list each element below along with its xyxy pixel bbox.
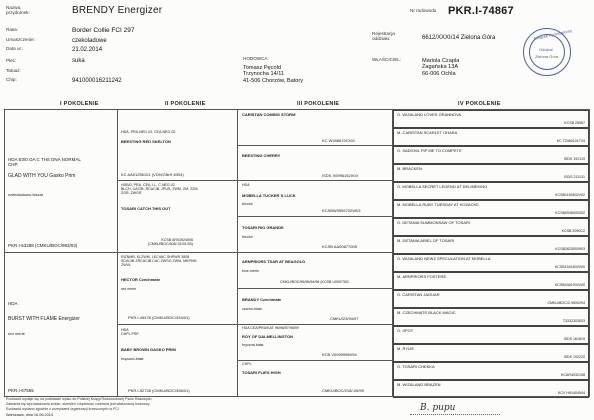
gen4-ancestor bbox=[393, 146, 589, 164]
gen1-sire-reg: PKR.I-53288 (CMKU/BOC/983/03) bbox=[8, 243, 78, 248]
gen4-ancestor bbox=[393, 182, 589, 200]
stamp-seal: Związek Kynologiczny Oddział Zielona Góra bbox=[523, 28, 571, 76]
breed-value: Border Collie FCI 297 bbox=[72, 27, 135, 34]
gen2-3-color: red merle bbox=[121, 287, 137, 291]
gen4-ancestor-name: M. CARISTAN SCARLET OHARA bbox=[397, 130, 458, 135]
gen4-ancestor-name: M. MOBELLA RUBY TUESDAY AT KOZACKE bbox=[397, 202, 479, 207]
gen3-6-reg: CMKU/23/94/97 bbox=[330, 316, 359, 321]
footer-line-2: Zabrania się wprowadzania zmian, skreśleń i dopisków, rodowód jest własnością hodowcy. bbox=[6, 402, 151, 406]
footer-line-1: Rodowód wydaje się na podstawie wpisu do Polskiej Księgi Rodowodowej Psów Rasowych. bbox=[6, 397, 153, 401]
gen3-4-color: tricolor bbox=[242, 235, 253, 239]
gen3-3-titles: HDA bbox=[242, 183, 250, 187]
gen4-ancestor bbox=[393, 308, 589, 326]
gen4-ancestor-reg: ISDS 161819 bbox=[563, 337, 585, 341]
footer-line-3: Rodowód wydano zgodnie z przepisami organizacji zrzeszonych w FCI bbox=[6, 407, 119, 411]
gen3-1-reg: KC W4966701X01 bbox=[322, 138, 356, 143]
gen3-8-reg: CMKU/BOC/218/-00/99 bbox=[322, 388, 364, 393]
breeder-label: HODOWCA: bbox=[243, 56, 269, 61]
gen2-3-reg: PKR.I-49478 (CMKU/BOC/334/01) bbox=[128, 315, 190, 320]
gen4-ancestor bbox=[393, 344, 589, 362]
gen3-3-color: tricolor bbox=[242, 202, 253, 206]
gen2-2-reg: KCSB AR03924006 (CMKU/BOC/408/-01/01/03) bbox=[148, 238, 193, 246]
gen4-ancestor-name: M. WIZALAND BRAZEN bbox=[397, 382, 441, 387]
gen4-ancestor-reg: KCSB 2090C2 bbox=[561, 229, 585, 233]
color-label: Umaszczenie: bbox=[6, 37, 35, 42]
gen2-4-reg: PKR.I-52728 (CMKU/BOC/396/01) bbox=[128, 388, 190, 393]
gen3-5-color: blue-merle bbox=[242, 269, 259, 273]
breeder-value: Tomasz Pęcold Trzynocha 14/11 41-506 Chorzów, Batory bbox=[243, 65, 304, 84]
gen4-ancestor bbox=[393, 200, 589, 218]
gen4-ancestor-name: O. CARISTAN JAGUAR bbox=[397, 292, 440, 297]
gen4-ancestor-reg: KC T2460101T93 bbox=[556, 139, 585, 143]
signature: B. pupu bbox=[420, 403, 456, 413]
gen2-4-name: BABY BROWN GASKO PRIM bbox=[121, 347, 176, 352]
gen4-ancestor-reg: KCSB4381902V00 bbox=[554, 283, 585, 287]
gen3-4-name: TOSARI RIO GRANDE bbox=[242, 225, 284, 230]
owner-value: Mariola Czapla Żagańska 13A 66-006 Ochla bbox=[422, 58, 460, 77]
gen4-ancestor-reg: T3332303003 bbox=[562, 319, 585, 323]
gen3-8-titles: CHPL bbox=[242, 362, 252, 366]
gen4-ancestor-name: O. MOBELLA SECRET LEGEND AT DELIMEKING bbox=[397, 184, 488, 189]
gen4-ancestor-reg: ISDS 192220 bbox=[563, 355, 585, 359]
gen1-dam-reg: PKR.I-67565 bbox=[8, 388, 34, 393]
gen4-ancestor bbox=[393, 110, 589, 128]
gen2-1-name: BEESTING RED SKELTON bbox=[121, 139, 171, 144]
gen4-ancestor-name: O. SADGHIL PIP ME TO COMPETE bbox=[397, 148, 462, 153]
gen4-ancestor bbox=[393, 236, 589, 254]
gen4-ancestor-name: M. BRACKEN bbox=[397, 166, 422, 171]
gen2-4-titles: HDA CHPL PSP bbox=[121, 328, 139, 336]
generation-4-header: IV POKOLENIE bbox=[458, 101, 501, 107]
gen1-dam-color: red merle bbox=[8, 331, 25, 336]
gen3-1-name: CARISTAN COMING STORM bbox=[242, 112, 296, 117]
gen4-ancestor-name: O. DETANIA SUMMONSAW OF TOSARI bbox=[397, 220, 470, 225]
gen2-3-titles: RIZNMB, KLZWM, LECVAC SHPWR 3808 SCACIB ZRCACIB CAC ZWSG ZWM, MKPHM ZWVL bbox=[121, 255, 197, 267]
gen4-ancestor-reg: ISDS 211131 bbox=[564, 175, 585, 179]
gen2-1-reg: KC AA01256101 (VDH/CBrH 8394) bbox=[121, 172, 184, 177]
issue-place-date: Warszawa, dnia 16.06.2014 bbox=[6, 413, 53, 417]
chip-label: Chip: bbox=[6, 77, 17, 82]
generation-2-header: II POKOLENIE bbox=[165, 101, 206, 107]
sex-label: Płeć: bbox=[6, 58, 17, 63]
gen2-2-titles: HDB/0, PRA, CEA, LL, C.NEG.02 BLCH, CACIB, RCACIB, JPUS, ZWM, ZM, ZZM, ZGR, ZWGR bbox=[121, 183, 199, 195]
gen4-ancestor bbox=[393, 326, 589, 344]
gen4-ancestor-reg: KCV H91404544 bbox=[558, 391, 585, 395]
gen1-sire-name: GLAD WITH YOU Gasko Prim bbox=[8, 173, 76, 179]
dob-label: Data ur.: bbox=[6, 46, 24, 51]
gen4-ancestor-name: M. ARNPRIORS FOSTERE bbox=[397, 274, 447, 279]
gen3-3-name: MOBELLA TUCKER`S LUCK bbox=[242, 193, 296, 198]
gen3-8-name: TOSARI FLIES HIGH bbox=[242, 370, 281, 375]
gen1-dam-titles: HDA bbox=[8, 301, 18, 306]
registration-label: Rejestracja oddziału: bbox=[372, 31, 395, 42]
gen3-5-reg: CMKU/BOC/96/96/94/96 (KCSB U0097302 bbox=[280, 280, 349, 284]
chip-value: 941000016211242 bbox=[72, 78, 122, 84]
name-label: Nazwa, przydomek: bbox=[6, 5, 30, 15]
gen1-sire-color: czekoladowo-biszar bbox=[8, 192, 44, 197]
registration-value: 6612/XXXI/14 Zielona Góra bbox=[422, 35, 496, 41]
gen2-4-color: brązowo-biała bbox=[121, 357, 144, 361]
gen2-3-name: HECTOR Czechmate bbox=[121, 277, 161, 282]
gen3-7-reg: KCB V0099998V94 bbox=[322, 352, 357, 357]
gen3-6-name: BRANDY Czechmate bbox=[242, 297, 282, 302]
gen3-3-reg: KCSBW3555702W03 bbox=[322, 208, 361, 213]
color-value: czekoladowe bbox=[72, 38, 107, 44]
gen4-ancestor-reg: KCSB1154602V02 bbox=[555, 193, 585, 197]
gen3-2-reg: ISDS X0996152X04 bbox=[322, 173, 358, 178]
generation-1-header: I POKOLENIE bbox=[60, 101, 99, 107]
gen3-7-color: bryczna-biała bbox=[242, 343, 264, 347]
gen4-ancestor-reg: KCSB0536000302 bbox=[555, 211, 585, 215]
breed-label: Rasa: bbox=[6, 27, 19, 32]
gen4-ancestor-name: O. TOSARI CHEKKA bbox=[397, 364, 435, 369]
gen4-ancestor-reg: ISDS 192119 bbox=[563, 157, 585, 161]
generation-3-header: III POKOLENIE bbox=[297, 101, 340, 107]
record-label: Nr rodowodu bbox=[410, 8, 437, 13]
gen3-5-name: ARNPRIORS TSAR AT BEAGOLD bbox=[242, 259, 306, 264]
gen1-sire-titles: HDA E0/0 OA C THS DNA NORMAL CHP. bbox=[8, 157, 81, 167]
gen4-ancestor bbox=[393, 380, 589, 398]
gen4-ancestor-reg: KCSB 25557 bbox=[564, 121, 585, 125]
gen1-dam-name: BURST WITH FLAME Energizer bbox=[8, 316, 80, 322]
gen4-ancestor-name: M. DETANIA ARIEL OF TOSARI bbox=[397, 238, 455, 243]
gen3-6-color: czarno-biała bbox=[242, 307, 262, 311]
dog-name: BRENDY Energizer bbox=[72, 5, 163, 16]
gen3-7-titles: HDA CEA/PRA/KAT 96/96/97/98/99 bbox=[242, 326, 299, 330]
gen4-ancestor-name: O. WIZALAND LOVES GRANNOVA bbox=[397, 112, 462, 117]
gen2-1-titles: HDA, PRA-NEG.03, CEA-NEG.02 bbox=[121, 130, 176, 134]
gen4-ancestor bbox=[393, 362, 589, 380]
gen4-ancestor-name: O. WIZALAND NEWZ SPECULATION AT MOBELLA bbox=[397, 256, 491, 261]
gen4-ancestor bbox=[393, 218, 589, 236]
gen3-4-reg: KCSB AA00677005 bbox=[322, 244, 357, 249]
gen3-2-name: BEESTING CHERRY bbox=[242, 153, 281, 158]
gen4-ancestor-reg: KCSB1541602V00 bbox=[554, 265, 585, 269]
dob-value: 21.02.2014 bbox=[72, 47, 103, 53]
sex-value: suka bbox=[72, 58, 85, 64]
gen4-ancestor bbox=[393, 290, 589, 308]
gen4-ancestor bbox=[393, 128, 589, 146]
tattoo-label: Tatuaż: bbox=[6, 68, 21, 73]
owner-label: WŁAŚCICIEL: bbox=[372, 57, 402, 62]
gen4-ancestor bbox=[393, 272, 589, 290]
gen4-ancestor bbox=[393, 254, 589, 272]
gen4-ancestor-name: M. CZECHMATE BLACK MAGIC bbox=[397, 310, 456, 315]
gen4-ancestor-reg: CMKU/BOC/2-95/92/94 bbox=[547, 301, 585, 305]
gen4-ancestor-reg: KCSB2625000903 bbox=[555, 247, 585, 251]
gen4-ancestor-reg: KCAR4032108 bbox=[561, 373, 585, 377]
gen4-ancestor-name: M. RYLIE bbox=[397, 346, 415, 351]
gen4-ancestor bbox=[393, 164, 589, 182]
gen3-7-name: ROY OF DALMELLINGTON bbox=[242, 334, 293, 339]
gen2-2-name: TOSARI CATCH THIS OUT bbox=[121, 206, 171, 211]
record-number: PKR.I-74867 bbox=[448, 5, 514, 17]
gen4-ancestor-name: O. SPOT bbox=[397, 328, 414, 333]
